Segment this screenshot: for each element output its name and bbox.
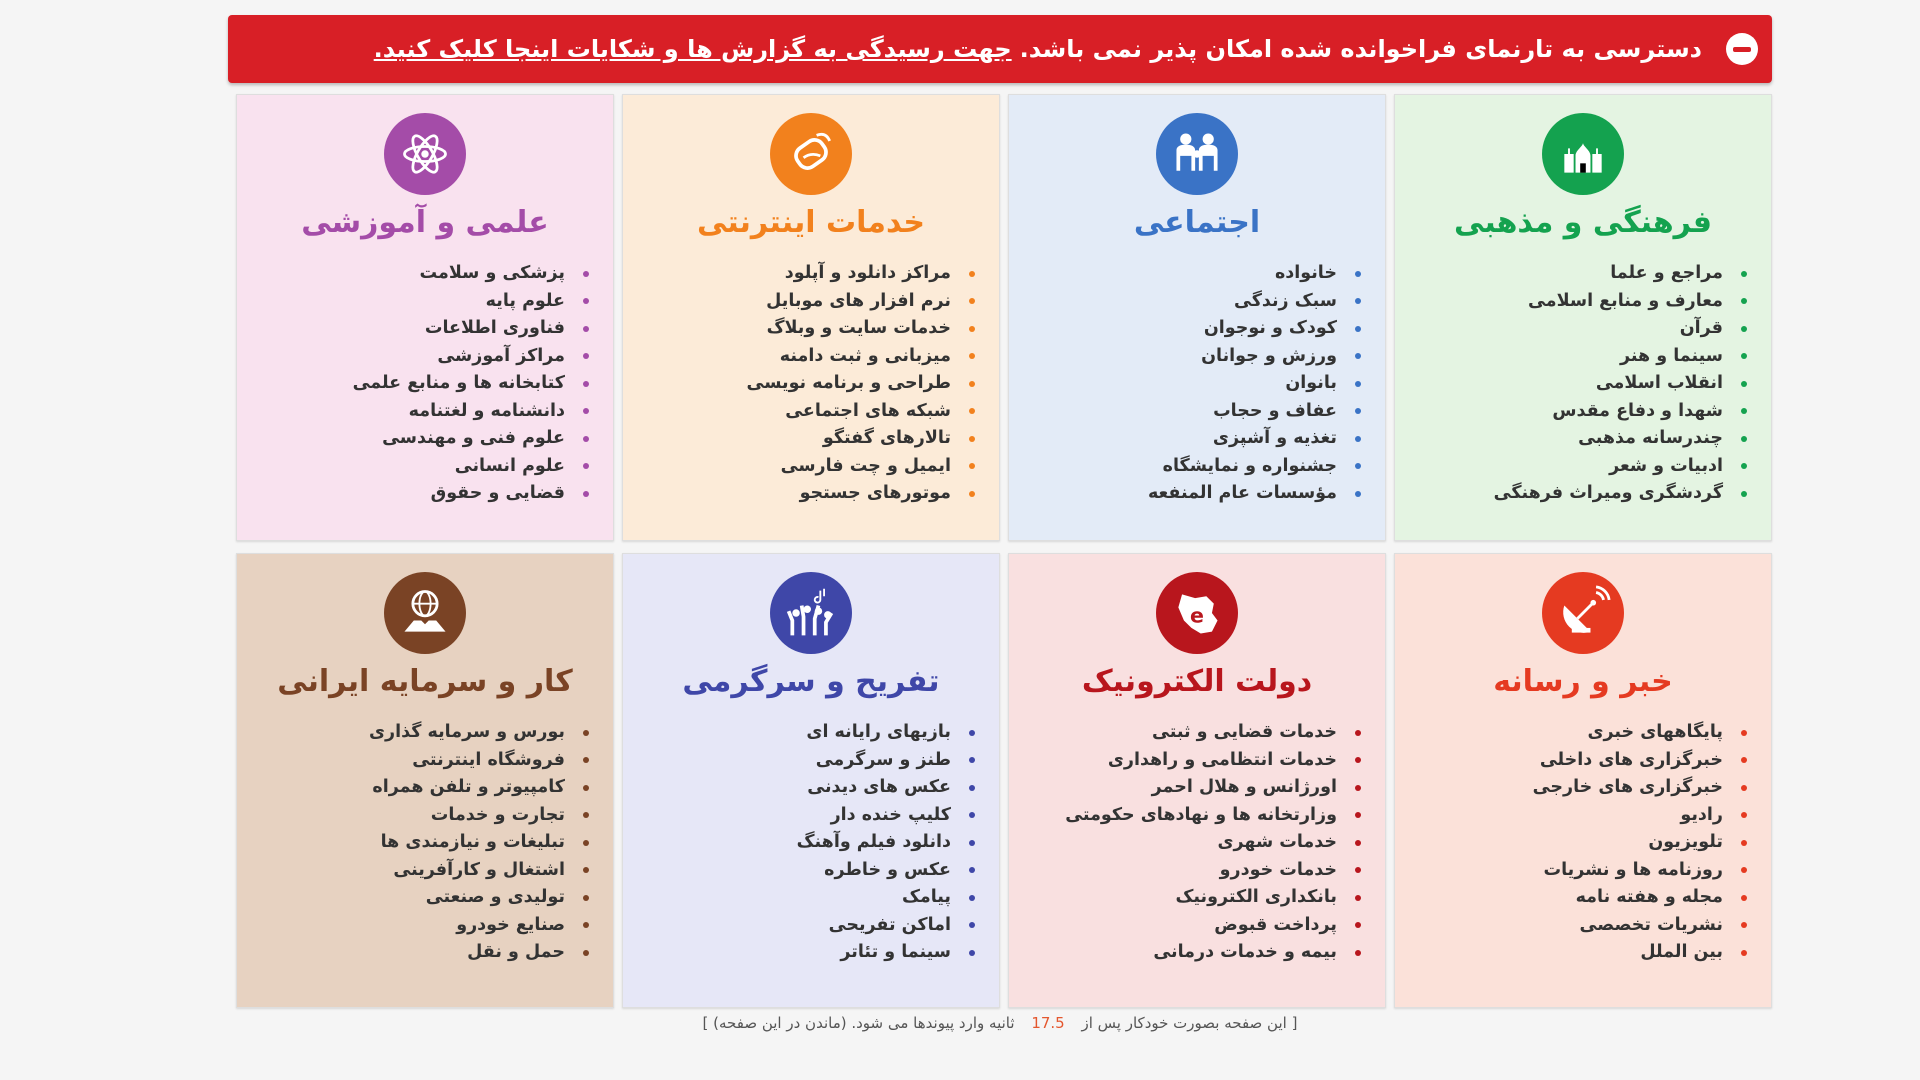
category-link-label: خدمات سایت و وبلاگ (766, 318, 951, 338)
category-title[interactable]: خبر و رسانه (1493, 664, 1673, 699)
category-link-label: انقلاب اسلامی (1595, 373, 1723, 393)
bullet-icon (1741, 381, 1747, 387)
category-link-label: دانشنامه و لغتنامه (408, 400, 565, 421)
category-link[interactable] (353, 343, 589, 371)
category-link-label: تالارهای گفتگو (822, 428, 951, 448)
bullet-icon (969, 436, 975, 442)
category-link-list (1148, 260, 1361, 508)
bullet-icon (1741, 730, 1747, 736)
bullet-icon (969, 812, 975, 818)
category-link-label: پرداخت قبوض (1214, 914, 1337, 935)
bullet-icon (1741, 353, 1747, 359)
bullet-icon (583, 757, 589, 763)
bullet-icon (969, 381, 975, 387)
category-link-label: تلویزیون (1648, 832, 1723, 852)
category-link[interactable] (1065, 884, 1361, 912)
category-link-label: مراکز آموزشی (437, 345, 565, 366)
category-link[interactable] (369, 747, 589, 775)
category-link[interactable] (353, 288, 589, 316)
category-link-label: طنز و سرگرمی (815, 749, 951, 770)
bullet-icon (1355, 436, 1361, 442)
bullet-icon (969, 298, 975, 304)
category-link-label: بین الملل (1640, 942, 1723, 962)
category-link-label: خانواده (1274, 263, 1337, 283)
category-link-label: تولیدی و صنعتی (425, 887, 565, 907)
category-link-label: خدمات قضایی و ثبتی (1152, 722, 1337, 742)
category-title[interactable]: علمی و آموزشی (301, 205, 549, 240)
category-link-label: قرآن (1679, 318, 1723, 338)
category-link[interactable] (797, 802, 975, 830)
bullet-icon (583, 353, 589, 359)
report-complaint-link[interactable]: جهت رسیدگی به گزارش ها و شکایات اینجا کلیک کنید. (373, 35, 1012, 63)
category-title[interactable]: اجتماعی (1133, 205, 1261, 240)
bullet-icon (969, 730, 975, 736)
category-link-label: بازیهای رایانه ای (806, 722, 951, 742)
bullet-icon (1355, 353, 1361, 359)
category-link-label: مجله و هفته نامه (1575, 887, 1723, 907)
category-link[interactable] (1494, 425, 1747, 453)
category-link[interactable] (1533, 857, 1747, 885)
category-link-label: تغذیه و آشپزی (1212, 428, 1337, 448)
bullet-icon (1741, 812, 1747, 818)
category-link[interactable] (1494, 315, 1747, 343)
category-link-label: خبرگزاری های خارجی (1532, 777, 1723, 797)
category-link-label: بیمه و خدمات درمانی (1153, 942, 1337, 962)
category-link[interactable] (1148, 370, 1361, 398)
category-link-label: جشنواره و نمایشگاه (1162, 455, 1337, 476)
category-link[interactable] (746, 260, 975, 288)
bullet-icon (583, 785, 589, 791)
category-link-label: سبک زندگی (1233, 290, 1337, 311)
category-link-list (1494, 260, 1747, 508)
bullet-icon (1741, 298, 1747, 304)
category-link-label: پزشکی و سلامت (419, 263, 565, 283)
bullet-icon (969, 326, 975, 332)
category-link-label: رادیو (1680, 804, 1723, 825)
bullet-icon (583, 381, 589, 387)
bullet-icon (583, 408, 589, 414)
category-link[interactable] (1533, 747, 1747, 775)
bullet-icon (1741, 326, 1747, 332)
category-link[interactable] (1148, 480, 1361, 508)
category-link-label: ایمیل و چت فارسی (780, 455, 951, 476)
banner-message: دسترسی به تارنمای فراخوانده شده امکان پذیر نمی باشد. (1019, 35, 1702, 63)
bullet-icon (969, 840, 975, 846)
bullet-icon (1355, 922, 1361, 928)
satellite-dish-icon[interactable] (1542, 572, 1624, 654)
category-link-label: مؤسسات عام المنفعه (1147, 483, 1337, 503)
category-link-label: کتابخانه ها و منابع علمی (352, 373, 565, 393)
category-link-list (1065, 719, 1361, 967)
bullet-icon (1741, 785, 1747, 791)
category-link[interactable] (353, 315, 589, 343)
bullet-icon (583, 922, 589, 928)
category-link[interactable] (797, 884, 975, 912)
category-card (622, 553, 1000, 1008)
category-link[interactable] (746, 343, 975, 371)
category-card (1008, 553, 1386, 1008)
category-link[interactable] (1065, 939, 1361, 967)
bullet-icon (969, 271, 975, 277)
bullet-icon (1355, 381, 1361, 387)
bullet-icon (1741, 895, 1747, 901)
party-icon[interactable] (770, 572, 852, 654)
category-link[interactable] (369, 912, 589, 940)
category-link-label: خبرگزاری های داخلی (1539, 749, 1723, 770)
redirect-text-suffix[interactable]: ثانیه وارد پیوندها می شود. (ماندن در این صفحه) ] (702, 1014, 1015, 1032)
family-icon[interactable] (1156, 113, 1238, 195)
category-link-label: قضایی و حقوق (430, 483, 565, 503)
category-link[interactable] (746, 453, 975, 481)
bullet-icon (1355, 326, 1361, 332)
bullet-icon (583, 463, 589, 469)
bullet-icon (1355, 840, 1361, 846)
bullet-icon (1741, 436, 1747, 442)
category-link[interactable] (1065, 747, 1361, 775)
svg-text:e: e (1190, 603, 1204, 628)
category-link[interactable] (369, 719, 589, 747)
category-link-label: سینما و تئاتر (840, 942, 951, 962)
category-link[interactable] (746, 315, 975, 343)
bullet-icon (1355, 271, 1361, 277)
category-link[interactable] (1065, 857, 1361, 885)
category-link-label: دانلود فیلم وآهنگ (796, 832, 951, 852)
mouse-icon[interactable] (770, 113, 852, 195)
category-link[interactable] (1148, 288, 1361, 316)
bullet-icon (1355, 730, 1361, 736)
category-link-label: کودک و نوجوان (1203, 318, 1337, 338)
category-link-label: عفاف و حجاب (1213, 400, 1337, 421)
bullet-icon (1355, 757, 1361, 763)
bullet-icon (969, 950, 975, 956)
category-link-label: حمل و نقل (467, 942, 565, 962)
category-link-label: مراکز دانلود و آپلود (784, 263, 951, 283)
category-link[interactable] (1148, 315, 1361, 343)
category-link-label: علوم پایه (485, 290, 565, 311)
category-link[interactable] (797, 912, 975, 940)
category-link[interactable] (1533, 939, 1747, 967)
category-link-label: میزبانی و ثبت دامنه (779, 345, 951, 366)
minus-circle-icon (1726, 33, 1758, 65)
category-link-label: عکس و خاطره (824, 859, 951, 880)
category-link-label: اورژانس و هلال احمر (1151, 777, 1337, 797)
bullet-icon (1355, 491, 1361, 497)
category-link[interactable] (369, 884, 589, 912)
category-link-label: چندرسانه مذهبی (1578, 428, 1723, 448)
bullet-icon (1741, 950, 1747, 956)
category-link-list (353, 260, 589, 508)
category-link-label: پایگاههای خبری (1587, 722, 1723, 742)
category-link-label: ورزش و جوانان (1201, 345, 1337, 366)
category-link[interactable] (797, 829, 975, 857)
category-link[interactable] (797, 857, 975, 885)
category-link[interactable] (746, 398, 975, 426)
redirect-text-prefix: [ این صفحه بصورت خودکار پس از (1081, 1014, 1298, 1032)
category-link[interactable] (369, 857, 589, 885)
category-link[interactable] (1533, 884, 1747, 912)
bullet-icon (583, 298, 589, 304)
category-link[interactable] (1494, 398, 1747, 426)
category-link[interactable] (353, 480, 589, 508)
category-link[interactable] (1494, 370, 1747, 398)
category-title[interactable]: دولت الکترونیک (1081, 664, 1313, 699)
category-link-list (1533, 719, 1747, 967)
bullet-icon (1355, 463, 1361, 469)
bullet-icon (583, 271, 589, 277)
category-link[interactable] (1148, 343, 1361, 371)
bullet-icon (969, 922, 975, 928)
category-link[interactable] (1533, 774, 1747, 802)
category-link[interactable] (1148, 453, 1361, 481)
bullet-icon (969, 408, 975, 414)
mosque-icon[interactable] (1542, 113, 1624, 195)
blocked-access-banner (228, 15, 1772, 83)
category-link-label: بانوان (1285, 373, 1337, 393)
bullet-icon (969, 491, 975, 497)
category-link-label: بانکداری الکترونیک (1175, 887, 1337, 907)
category-link[interactable] (1494, 343, 1747, 371)
category-link-label: خدمات شهری (1217, 832, 1337, 852)
category-link-label: علوم فنی و مهندسی (382, 428, 565, 448)
category-link[interactable] (797, 719, 975, 747)
category-link[interactable] (353, 260, 589, 288)
category-link-label: ادبیات و شعر (1609, 455, 1723, 476)
bullet-icon (969, 785, 975, 791)
category-link-label: فناوری اطلاعات (424, 318, 565, 338)
category-link-label: تبلیغات و نیازمندی ها (380, 832, 565, 852)
category-link[interactable] (1494, 453, 1747, 481)
bullet-icon (1355, 408, 1361, 414)
bullet-icon (1741, 271, 1747, 277)
bullet-icon (969, 463, 975, 469)
category-title[interactable]: کار و سرمایه ایرانی (277, 664, 573, 699)
bullet-icon (969, 757, 975, 763)
bullet-icon (1741, 491, 1747, 497)
category-link[interactable] (1065, 802, 1361, 830)
bullet-icon (1741, 867, 1747, 873)
category-link[interactable] (369, 774, 589, 802)
bullet-icon (1355, 785, 1361, 791)
category-link[interactable] (746, 480, 975, 508)
category-link-list (369, 719, 589, 967)
category-link[interactable] (1148, 260, 1361, 288)
bullet-icon (583, 840, 589, 846)
category-title[interactable]: فرهنگی و مذهبی (1454, 205, 1712, 240)
redirect-countdown: 17.5 (1031, 1014, 1065, 1032)
category-link[interactable] (1065, 719, 1361, 747)
category-link[interactable] (797, 747, 975, 775)
category-link-label: علوم انسانی (454, 455, 565, 476)
category-card (622, 94, 1000, 541)
category-link-label: کلیپ خنده دار (830, 804, 951, 825)
category-link-label: سینما و هنر (1619, 345, 1723, 366)
category-link-label: خدمات انتظامی و راهداری (1107, 749, 1337, 770)
category-link-label: صنایع خودرو (456, 914, 565, 935)
bullet-icon (969, 867, 975, 873)
category-link-label: بورس و سرمایه گذاری (368, 722, 565, 742)
category-link-label: شبکه های اجتماعی (785, 400, 951, 421)
category-link-label: روزنامه ها و نشریات (1543, 859, 1723, 880)
iran-map-icon[interactable] (1156, 572, 1238, 654)
category-link-label: تجارت و خدمات (430, 804, 565, 825)
category-link-label: شهدا و دفاع مقدس (1552, 400, 1723, 421)
auto-redirect-notice (228, 1014, 1772, 1032)
bullet-icon (1741, 463, 1747, 469)
bullet-icon (1741, 840, 1747, 846)
bullet-icon (969, 353, 975, 359)
category-link[interactable] (1533, 802, 1747, 830)
category-link[interactable] (1148, 398, 1361, 426)
category-link-label: اماکن تفریحی (828, 914, 951, 935)
bullet-icon (583, 436, 589, 442)
category-link[interactable] (1065, 912, 1361, 940)
category-link[interactable] (1494, 260, 1747, 288)
category-link[interactable] (353, 370, 589, 398)
category-card (1008, 94, 1386, 541)
category-link[interactable] (1494, 480, 1747, 508)
category-link[interactable] (797, 774, 975, 802)
globe-handshake-icon[interactable] (384, 572, 466, 654)
category-link[interactable] (353, 398, 589, 426)
bullet-icon (1355, 298, 1361, 304)
category-link[interactable] (1065, 829, 1361, 857)
bullet-icon (583, 812, 589, 818)
category-link[interactable] (746, 288, 975, 316)
category-link[interactable] (797, 939, 975, 967)
bullet-icon (583, 950, 589, 956)
category-link-label: موتورهای جستجو (799, 483, 951, 503)
bullet-icon (1741, 922, 1747, 928)
bullet-icon (1741, 408, 1747, 414)
category-link[interactable] (369, 939, 589, 967)
atom-icon[interactable] (384, 113, 466, 195)
category-link[interactable] (369, 802, 589, 830)
category-link-label: گردشگری ومیراث فرهنگی (1493, 483, 1723, 503)
category-link-label: نشریات تخصصی (1579, 914, 1723, 935)
category-link-list (797, 719, 975, 967)
bullet-icon (583, 867, 589, 873)
bullet-icon (583, 491, 589, 497)
category-card (1394, 553, 1772, 1008)
category-link[interactable] (1533, 912, 1747, 940)
category-link[interactable] (1494, 288, 1747, 316)
category-title[interactable]: خدمات اینترنتی (697, 205, 925, 240)
bullet-icon (583, 730, 589, 736)
category-card (1394, 94, 1772, 541)
category-link[interactable] (1533, 719, 1747, 747)
category-card (236, 94, 614, 541)
category-link-label: طراحی و برنامه نویسی (746, 373, 951, 393)
category-link-label: معارف و منابع اسلامی (1528, 290, 1723, 311)
category-link[interactable] (369, 829, 589, 857)
bullet-icon (583, 895, 589, 901)
category-title[interactable]: تفریح و سرگرمی (682, 664, 940, 699)
category-link-label: عکس های دیدنی (807, 777, 951, 797)
category-grid (228, 94, 1772, 1008)
category-link-label: فروشگاه اینترنتی (412, 749, 565, 770)
category-link[interactable] (1148, 425, 1361, 453)
bullet-icon (969, 895, 975, 901)
category-link[interactable] (746, 370, 975, 398)
category-card (236, 553, 614, 1008)
category-link[interactable] (1533, 829, 1747, 857)
bullet-icon (1355, 867, 1361, 873)
category-link[interactable] (353, 453, 589, 481)
bullet-icon (583, 326, 589, 332)
bullet-icon (1355, 895, 1361, 901)
category-link-label: خدمات خودرو (1219, 859, 1337, 880)
category-link[interactable] (746, 425, 975, 453)
category-link-list (746, 260, 975, 508)
category-link-label: کامپیوتر و تلفن همراه (372, 777, 565, 797)
bullet-icon (1741, 757, 1747, 763)
category-link-label: اشتغال و کارآفرینی (393, 859, 565, 880)
category-link[interactable] (353, 425, 589, 453)
category-link-label: نرم افزار های موبایل (766, 290, 951, 311)
bullet-icon (1355, 812, 1361, 818)
category-link-label: پیامک (901, 887, 951, 907)
bullet-icon (1355, 950, 1361, 956)
category-link-label: وزارتخانه ها و نهادهای حکومتی (1065, 804, 1337, 825)
category-link-label: مراجع و علما (1610, 263, 1723, 283)
category-link[interactable] (1065, 774, 1361, 802)
